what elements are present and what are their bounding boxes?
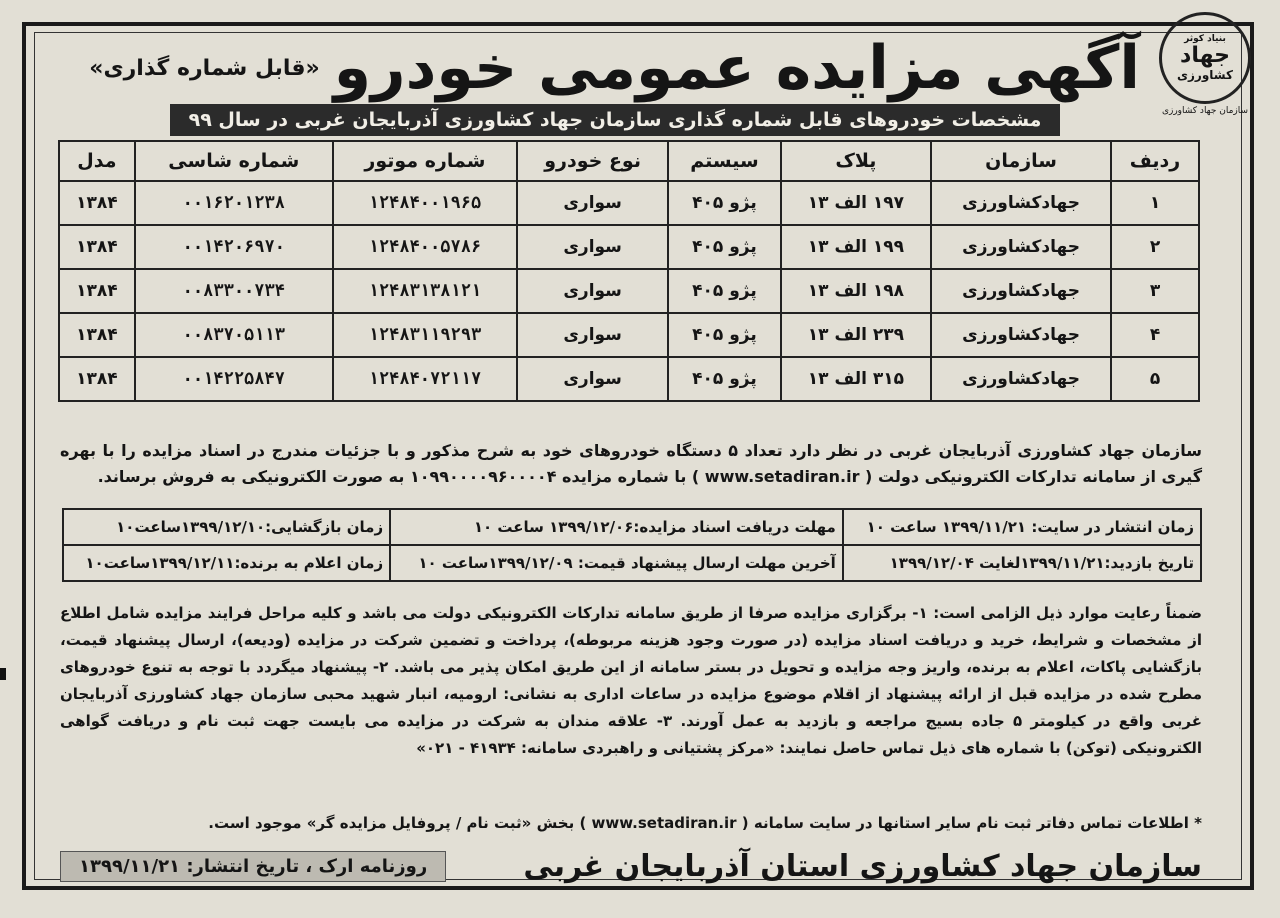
table-row <box>59 357 1199 401</box>
table-row <box>59 225 1199 269</box>
cell-chassis: ۰۰۸۳۳۰۰۷۳۴ <box>135 269 333 313</box>
table-row <box>59 181 1199 225</box>
cell-engine: ۱۲۴۸۳۱۳۸۱۲۱ <box>333 269 517 313</box>
schedule-row <box>63 545 1201 581</box>
cell-model: ۱۳۸۴ <box>59 357 135 401</box>
col-row: ردیف <box>1111 141 1199 181</box>
logo-caption: سازمان جهاد کشاورزی <box>1161 106 1249 116</box>
cell-plate: ۳۱۵ الف ۱۳ <box>781 357 931 401</box>
ad-footer <box>60 842 1202 890</box>
cell-org: جهادکشاورزی <box>931 269 1111 313</box>
cell-model: ۱۳۸۴ <box>59 269 135 313</box>
logo-top-text: بنیاد کوثر <box>1184 34 1226 44</box>
col-type: نوع خودرو <box>517 141 668 181</box>
cell-chassis: ۰۰۱۴۲۲۵۸۴۷ <box>135 357 333 401</box>
cell-chassis: ۰۰۱۶۲۰۱۲۳۸ <box>135 181 333 225</box>
intro-paragraph: سازمان جهاد کشاورزی آذربایجان غربی در نظر دارد تعداد ۵ دستگاه خودروهای خود به شرح مذکور و با جزئیات مندرج در اسناد مزایده را با بهره گیری از سامانه تدارکات الکترونیکی دولت ( www.setadiran.ir ) با شماره مزایده ۱۰۹۹۰۰۰۰۹۶۰۰۰۰۴ به صورت الکترونیکی به فروش برساند. <box>60 441 1203 486</box>
col-org: سازمان <box>931 141 1111 181</box>
cell-engine: ۱۲۴۸۳۱۱۹۲۹۳ <box>333 313 517 357</box>
cell-type: سواری <box>517 181 668 225</box>
cell-engine: ۱۲۴۸۴۰۰۵۷۸۶ <box>333 225 517 269</box>
docs-deadline: مهلت دریافت اسناد مزایده:۱۳۹۹/۱۲/۰۶ ساعت ۱۰ <box>390 509 843 545</box>
ad-title-sub: «قابل شماره گذاری» <box>89 55 320 81</box>
col-system: سیستم <box>668 141 781 181</box>
cell-system: پژو ۴۰۵ <box>668 313 781 357</box>
cell-org: جهادکشاورزی <box>931 313 1111 357</box>
cell-model: ۱۳۸۴ <box>59 181 135 225</box>
table-header-row <box>59 141 1199 181</box>
winner-announce: زمان اعلام به برنده:۱۳۹۹/۱۲/۱۱ساعت۱۰ <box>63 545 390 581</box>
col-plate: پلاک <box>781 141 931 181</box>
jahad-logo <box>1150 12 1260 122</box>
cell-chassis: ۰۰۱۴۲۰۶۹۷۰ <box>135 225 333 269</box>
terms-paragraph: ضمناً رعایت موارد ذیل الزامی است: ۱- برگزاری مزایده صرفا از طریق سامانه تدارکات الکترونیکی دولت می باشد و کلیه مراحل فرایند مزایده شامل اطلاع از مشخصات و شرایط، خرید و دریافت اسناد مزایده (در صورت وجود هزینه مربوطه)، پرداخت و تضمین شرکت در مزایده (ودیعه)، ارسال پیشنهاد قیمت، بازگشایی پاکات، اعلام به برنده، واریز وجه مزایده و تحویل در بستر سامانه از این طریق امکان پذیر می باشد. ۲- پیشنهاد میگردد با توجه به تنوع خودروهای مطرح شده در مزایده قبل از ارائه پیشنهاد از اقلام موضوع مزایده در ساعات اداری به نشانی: ارومیه، انبار شهید محبی سازمان جهاد کشاورزی آذربایجان غربی واقع در کیلومتر ۵ جاده بسیج مراجعه و بازدید به عمل آورند. ۳- علاقه مندان به شرکت در مزایده می بایست جهت ثبت نام و دریافت گواهی الکترونیکی (توکن) با شماره های ذیل تماس حاصل نمایند: «مرکز پشتیانی و راهبردی سامانه: ۴۱۹۳۴ - ۰۲۱» <box>60 604 1202 757</box>
logo-sub-text: کشاورزی <box>1177 68 1233 82</box>
cell-org: جهادکشاورزی <box>931 181 1111 225</box>
cell-system: پژو ۴۰۵ <box>668 269 781 313</box>
table-banner: مشخصات خودروهای قابل شماره گذاری سازمان جهاد کشاورزی آذربایجان غربی در سال ۹۹ <box>170 104 1060 136</box>
ad-title <box>89 28 1140 108</box>
table-row <box>59 313 1199 357</box>
cell-plate: ۱۹۷ الف ۱۳ <box>781 181 931 225</box>
contact-note: * اطلاعات تماس دفاتر ثبت نام سایر استانها در سایت سامانه ( www.setadiran.ir ) بخش «ثبت نام / پروفایل مزایده گر» موجود است. <box>208 814 1202 832</box>
logo-main-text: جهاد <box>1180 43 1230 68</box>
cell-engine: ۱۲۴۸۴۰۰۱۹۶۵ <box>333 181 517 225</box>
cell-plate: ۱۹۹ الف ۱۳ <box>781 225 931 269</box>
cell-plate: ۱۹۸ الف ۱۳ <box>781 269 931 313</box>
cell-model: ۱۳۸۴ <box>59 225 135 269</box>
cell-type: سواری <box>517 269 668 313</box>
cell-system: پژو ۴۰۵ <box>668 225 781 269</box>
cell-row: ۴ <box>1111 313 1199 357</box>
ad-title-main: آگهی مزایده عمومی خودرو <box>333 33 1140 103</box>
cell-plate: ۲۳۹ الف ۱۳ <box>781 313 931 357</box>
col-chassis: شماره شاسی <box>135 141 333 181</box>
table-row <box>59 269 1199 313</box>
cell-engine: ۱۲۴۸۴۰۷۲۱۱۷ <box>333 357 517 401</box>
cell-system: پژو ۴۰۵ <box>668 181 781 225</box>
logo-emblem <box>1159 12 1251 104</box>
newspaper-date: روزنامه ارک ، تاریخ انتشار: ۱۳۹۹/۱۱/۲۱ <box>60 851 446 882</box>
cell-system: پژو ۴۰۵ <box>668 357 781 401</box>
publish-time: زمان انتشار در سایت: ۱۳۹۹/۱۱/۲۱ ساعت ۱۰ <box>843 509 1201 545</box>
cell-chassis: ۰۰۸۳۷۰۵۱۱۳ <box>135 313 333 357</box>
footer-org: سازمان جهاد کشاورزی استان آذربایجان غربی <box>523 848 1202 884</box>
vehicle-table <box>58 140 1200 402</box>
bid-deadline: آخرین مهلت ارسال پیشنهاد قیمت: ۱۳۹۹/۱۲/۰۹ساعت ۱۰ <box>390 545 843 581</box>
col-engine: شماره موتور <box>333 141 517 181</box>
col-model: مدل <box>59 141 135 181</box>
visit-date: تاریخ بازدید:۱۳۹۹/۱۱/۲۱لغایت ۱۳۹۹/۱۲/۰۴ <box>843 545 1201 581</box>
opening-time: زمان بازگشایی:۱۳۹۹/۱۲/۱۰ساعت۱۰ <box>63 509 390 545</box>
cell-row: ۳ <box>1111 269 1199 313</box>
schedule-row <box>63 509 1201 545</box>
cell-type: سواری <box>517 313 668 357</box>
cell-org: جهادکشاورزی <box>931 357 1111 401</box>
schedule-table <box>62 508 1202 582</box>
cell-model: ۱۳۸۴ <box>59 313 135 357</box>
cell-row: ۱ <box>1111 181 1199 225</box>
margin-mark <box>0 668 6 680</box>
cell-type: سواری <box>517 225 668 269</box>
cell-row: ۲ <box>1111 225 1199 269</box>
cell-row: ۵ <box>1111 357 1199 401</box>
cell-org: جهادکشاورزی <box>931 225 1111 269</box>
cell-type: سواری <box>517 357 668 401</box>
